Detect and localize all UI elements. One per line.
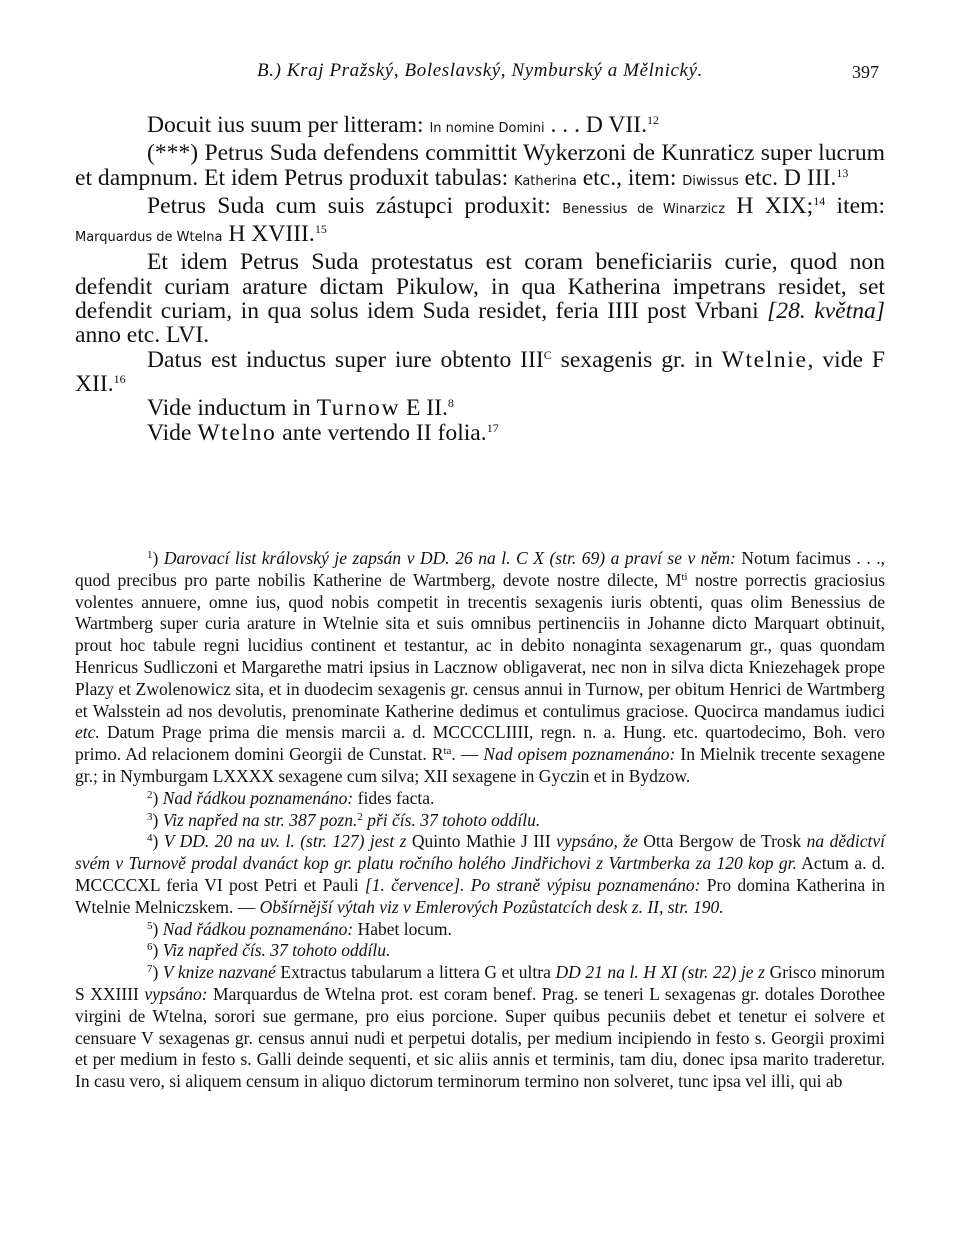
footnote-ref: 8 (447, 396, 454, 411)
footnote-ref: 16 (113, 371, 126, 386)
paragraph-4: Et idem Petrus Suda protestatus est coram beneficiariis curie, quod non defendit curiam arature dictam Pikulow, in qua Katherina impetrans residet, set defendit curiam, in qua solus idem Suda residet, feria IIII post Vrbani [28. května] anno etc. LVI. (75, 249, 885, 349)
page-number: 397 (852, 62, 879, 82)
running-title: B.) Kraj Pražský, Boleslavský, Nymburský a Mělnický. (257, 60, 703, 81)
footnote-ref: 15 (314, 222, 327, 237)
main-text (75, 113, 885, 445)
footnote-7: $^7$) V knize nazvané Extractus tabularum a littera G et ultra DD 21 na l. H XI (str. 22) je z Grisco minorum S XXIIII vypsáno: Marquardus de Wtelna prot. est coram benef. Prag. se teneri L sexagenas gr. dotales Dorothee virgini de Wtelna, sorori sue germane, pro eius porcione. Super quibus pecuniis debet et tenetur ei solvere et censuare V sexagenas gr. census annui nudi et perpetui dotalis, per medium incipiendo in festo s. Georgii proximi et per medium in festo s. Galli deinde sequenti, et sic aliis annis et terminis, tam diu, donec ipsa marito traderetur. In casu vero, si aliquem censum in aliquo dictorum terminorum termino non solveret, tunc ipsa vel illi, qui ab (75, 962, 885, 1092)
footnote-5: $^5$) Nad řádkou poznamenáno: Habet locum. (147, 918, 452, 939)
footnote-1: $^1$) Darovací list královský je zapsán v DD. 26 na l. C X (str. 69) a praví se v něm: Notum facimus . . ., quod precibus pro parte nobilis Katherine de Wartmberg, devote nostre dilecte, $M^{ti}$ nostre porrectis graciosius volentes annuere, omne ius, quod nobis competit in trecentis sexagenis iuris obtenti, quas olim Benessius de Wartmberg super curia arature in Wtelnie sita et suis omnibus pertinenciis in Johanne dicto Marquart obtinuit, prout hoc tabule regni lucidius continent et testantur, ac in debito nonaginta sexagenarum gr., quas quondam Henricus Sudliczoni et Margarethe matri ipsius in Lacznow obligaverat, nec non in silva dicta Kniezehagek prope Plazy et Zwolenowicz sita, et in duodecim sexagenis gr. census annui in Turnow, per obitum Henrici de Wartmberg et Walsstein ad nos devolutis, prenominate Katherine dedimus et contulimus graciose. Quocirca mandamus iudici etc. Datum Prage prima die mensis marcii a. d. MCCCCLIIII, regn. n. a. Hung. etc. quartodecimo, Boh. vero primo. Ad relacionem domini Georgii de Cunstat. $R^{ta}$. — Nad opisem poznamenáno: In Mielnik trecente sexagene gr.; in Nymburgam LXXXX sexagene cum silva; XII sexagene in Gyczin et in Bydzow. (75, 548, 886, 786)
footnotes (75, 548, 885, 1093)
footnote-4: $^4$) V DD. 20 na uv. l. (str. 127) jest z Quinto Mathie J III vypsáno, že Otta Bergow de Trosk na dědictví svém v Turnově prodal dvanáct kop gr. platu ročního holého Jindřichovi z Vartmberka za 120 kop gr. Actum a. d. MCCCCXL feria VI post Petri et Pauli [1. července]. Po straně výpisu poznamenáno: Pro domina Katherina in Wtelnie Melniczskem. — Obšírnější výtah viz v Emlerových Pozůstatcích desk z. II, str. 190. (75, 831, 886, 917)
footnote-ref: 12 (647, 113, 660, 127)
footnote-2: $^2$) Nad řádkou poznamenáno: fides facta. (147, 787, 435, 808)
paragraph-5: Datus est inductus super iure obtento $III^C$ sexagenis gr. in Wtelnie, vide F XII.$^{16}$ (75, 346, 885, 397)
footnote-ref: 17 (486, 420, 499, 435)
paragraph-1: Docuit ius suum per litteram: In nomine Domini . . . D VII.$^{12}$ (147, 112, 660, 138)
footnote-ref: 13 (836, 165, 849, 180)
paragraph-2: (***) Petrus Suda defendens committit Wykerzoni de Kunraticz super lucrum et dampnum. Et idem Petrus produxit tabulas: Katherina etc., item: Diwissus etc. D III.$^{13}$ (75, 140, 885, 191)
footnote-6: $^6$) Viz napřed čís. 37 tohoto oddílu. (147, 940, 391, 961)
footnote-ref: 14 (813, 193, 826, 208)
paragraph-3: Petrus Suda cum suis zástupci produxit: Benessius de Winarzicz H XIX;$^{14}$ item: Marquardus de Wtelna H XVIII.$^{15}$ (75, 192, 886, 248)
paragraph-6: Vide inductum in Turnow E II.$^8$ (147, 395, 454, 422)
footnote-3: $^3$) Viz napřed na str. 387 pozn.$^2$ při čís. 37 tohoto oddílu. (147, 809, 541, 830)
paragraph-7: Vide Wtelno ante vertendo II folia.$^{17}$ (147, 419, 499, 446)
